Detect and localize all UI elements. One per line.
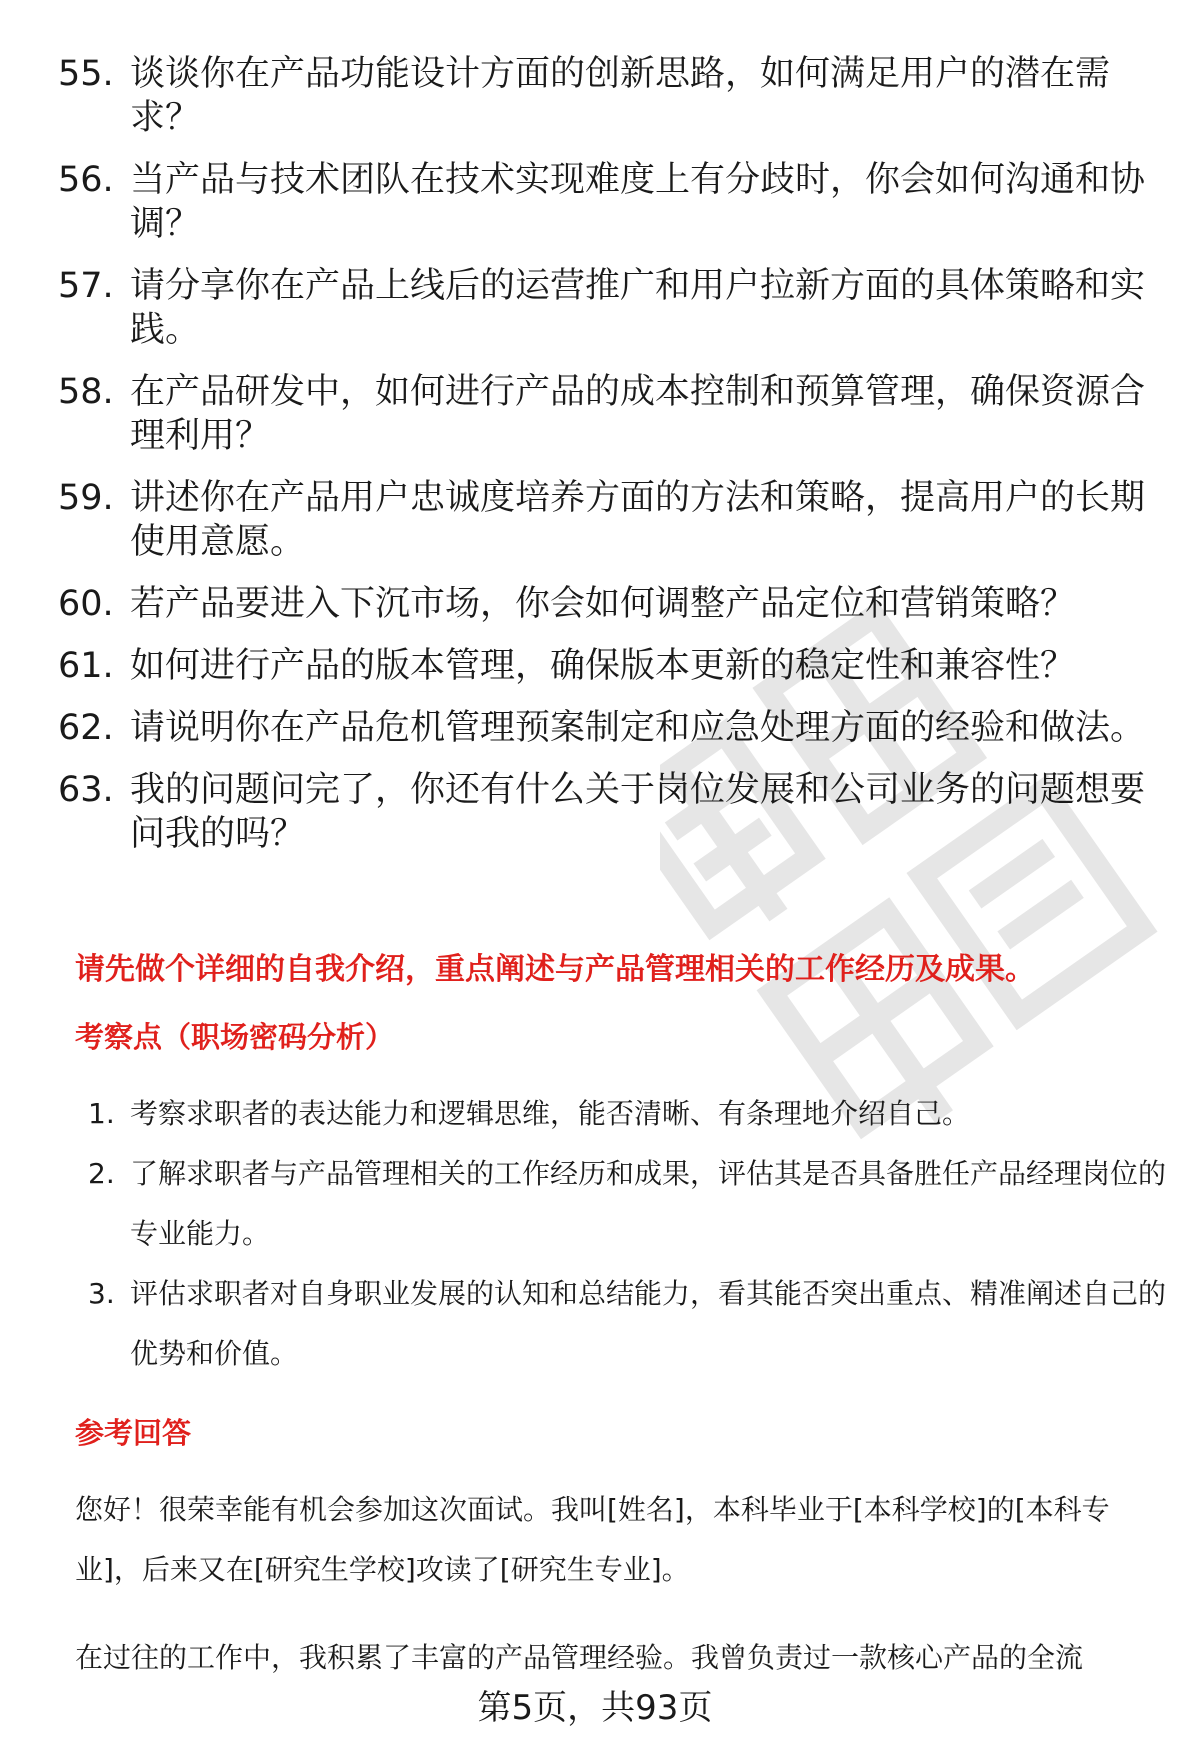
question-item <box>58 768 1158 856</box>
assessment-points-list <box>88 1084 1168 1384</box>
question-item <box>58 264 1158 352</box>
question-item <box>58 582 1158 626</box>
question-number: 59. <box>58 478 114 518</box>
question-text: 请分享你在产品上线后的运营推广和用户拉新方面的具体策略和实践。 <box>130 266 1146 350</box>
point-text: 考察求职者的表达能力和逻辑思维，能否清晰、有条理地介绍自己。 <box>130 1097 971 1130</box>
question-text: 在产品研发中，如何进行产品的成本控制和预算管理，确保资源合理利用？ <box>130 372 1146 456</box>
question-item <box>58 158 1158 246</box>
assessment-points-heading: 考察点（职场密码分析） <box>75 1020 395 1054</box>
question-number: 56. <box>58 160 114 200</box>
answer-paragraph: 您好！很荣幸能有机会参加这次面试。我叫[姓名]，本科毕业于[本科学校]的[本科专业]，后来又在[研究生学校]攻读了[研究生专业]。 <box>75 1493 1110 1586</box>
assessment-point <box>88 1264 1168 1384</box>
question-text: 我的问题问完了，你还有什么关于岗位发展和公司业务的问题想要问我的吗？ <box>130 770 1146 854</box>
question-number: 63. <box>58 770 114 810</box>
assessment-point <box>88 1084 1168 1144</box>
question-number: 61. <box>58 646 114 686</box>
question-item <box>58 706 1158 750</box>
question-item <box>58 370 1158 458</box>
question-list <box>58 52 1158 874</box>
point-number: 1. <box>88 1097 115 1130</box>
point-text: 了解求职者与产品管理相关的工作经历和成果，评估其是否具备胜任产品经理岗位的专业能力。 <box>130 1157 1167 1250</box>
question-item <box>58 476 1158 564</box>
question-prompt: 请先做个详细的自我介绍，重点阐述与产品管理相关的工作经历及成果。 <box>75 952 1035 987</box>
question-text: 当产品与技术团队在技术实现难度上有分歧时，你会如何沟通和协调？ <box>130 160 1146 244</box>
question-number: 60. <box>58 584 114 624</box>
answer-paragraph: 在过往的工作中，我积累了丰富的产品管理经验。我曾负责过一款核心产品的全流 <box>75 1641 1084 1674</box>
question-text: 讲述你在产品用户忠诚度培养方面的方法和策略，提高用户的长期使用意愿。 <box>130 478 1146 562</box>
question-text: 谈谈你在产品功能设计方面的创新思路，如何满足用户的潜在需求？ <box>130 54 1111 138</box>
reference-answer-heading: 参考回答 <box>75 1416 192 1450</box>
question-text: 如何进行产品的版本管理，确保版本更新的稳定性和兼容性？ <box>130 646 1076 686</box>
question-item <box>58 644 1158 688</box>
page-footer: 第5页，共93页 <box>477 1688 713 1728</box>
question-text: 请说明你在产品危机管理预案制定和应急处理方面的经验和做法。 <box>130 708 1146 748</box>
point-number: 3. <box>88 1277 115 1310</box>
question-text: 若产品要进入下沉市场，你会如何调整产品定位和营销策略？ <box>130 584 1076 624</box>
question-number: 58. <box>58 372 114 412</box>
question-number: 57. <box>58 266 114 306</box>
point-number: 2. <box>88 1157 115 1190</box>
question-number: 55. <box>58 54 114 94</box>
question-item <box>58 52 1158 140</box>
question-number: 62. <box>58 708 114 748</box>
point-text: 评估求职者对自身职业发展的认知和总结能力，看其能否突出重点、精准阐述自己的优势和价值。 <box>130 1277 1167 1370</box>
assessment-point <box>88 1144 1168 1264</box>
